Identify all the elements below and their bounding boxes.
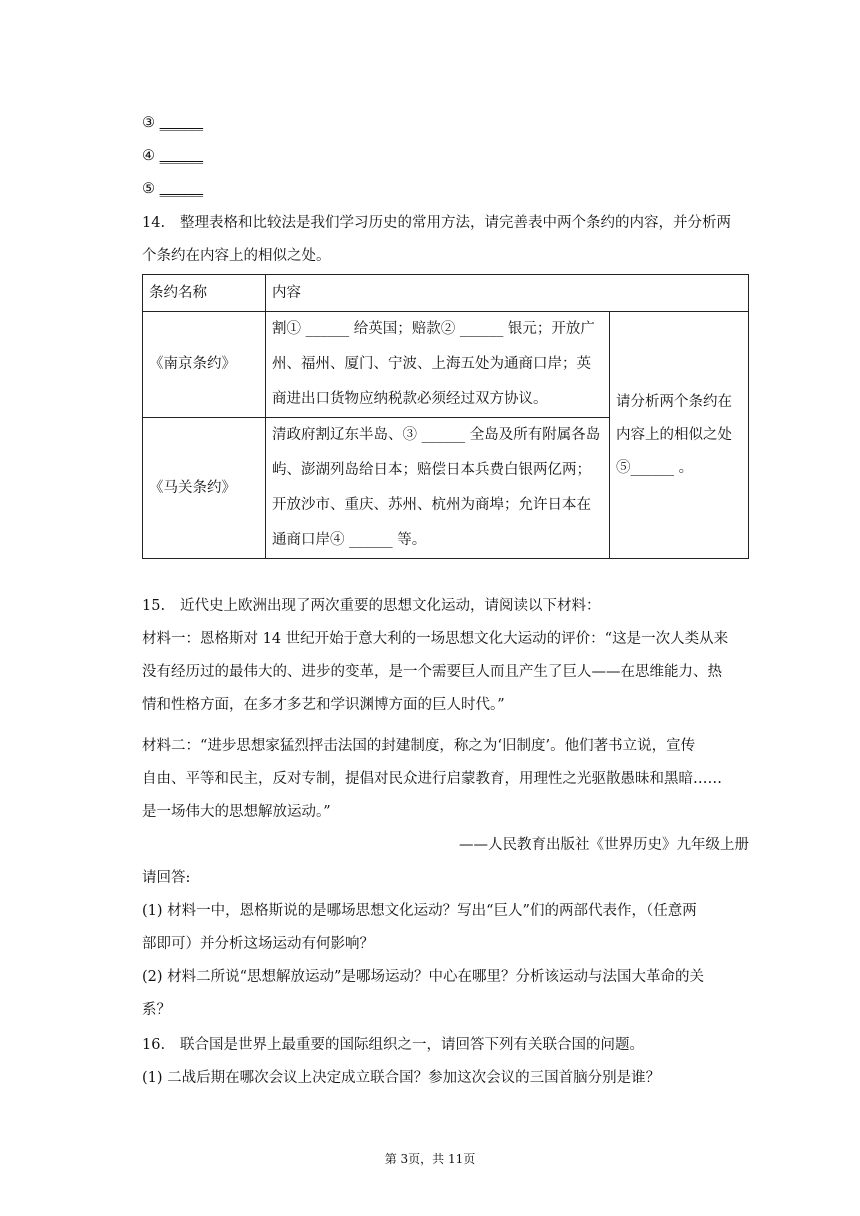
material-1-line2: 没有经历过的最伟大的、进步的变革，是一个需要巨人而且产生了巨人——在思维能力、热 [142,664,722,680]
marker: ③ [142,115,155,131]
answer-line-4 [142,145,203,167]
material-2-line1: 材料二：“进步思想家猛烈抨击法国的封建制度，称之为‘旧制度’。他们著书立说，宣传 [142,738,696,754]
question-text: 联合国是世界上最重要的国际组织之一，请回答下列有关联合国的问题。 [180,1037,644,1053]
question-number: 15. [142,598,166,614]
subquestion-2-line2: 系？ [142,1002,171,1018]
analysis-cell: 请分析两个条约在内容上的相似之处⑤______ 。 [610,312,749,559]
answer-line-3 [142,112,203,134]
material-2-line3: 是一场伟大的思想解放运动。” [142,804,331,820]
material-1-line1: 材料一：恩格斯对 14 世纪开始于意大利的一场思想文化大运动的评价：“这是一次人类从来 [142,631,729,647]
material-1-line3: 情和性格方面，在多才多艺和学识渊博方面的巨人时代。” [142,697,505,713]
question-15-line1 [142,595,601,617]
answer-blank[interactable]: ______ [159,148,204,164]
question-16-line1 [142,1034,644,1056]
question-14-line1 [142,212,731,234]
page-footer: 第 3页，共 11页 [384,1152,476,1166]
marker: ④ [142,148,155,164]
answer-blank[interactable]: ______ [159,181,204,197]
answer-blank[interactable]: ______ [159,115,204,131]
answer-prompt: 请回答: [142,870,191,886]
treaty-name-nanjing: 《南京条约》 [143,312,266,418]
question-text: 整理表格和比较法是我们学习历史的常用方法，请完善表中两个条约的内容，并分析两 [180,215,731,231]
header-treaty-name: 条约名称 [143,275,266,312]
question-text: 近代史上欧洲出现了两次重要的思想文化运动，请阅读以下材料： [180,598,601,614]
question-14-line2: 个条约在内容上的相似之处。 [142,248,331,264]
question-number: 14. [142,215,166,231]
treaty-table [142,274,749,559]
subquestion-2-line1: (2) 材料二所说“思想解放运动”是哪场运动？中心在哪里？分析该运动与法国大革命的关 [142,969,704,985]
treaty-name-maguan: 《马关条约》 [143,418,266,559]
question-16-sub1: (1) 二战后期在哪次会议上决定成立联合国？参加这次会议的三国首脑分别是谁？ [142,1070,661,1086]
material-2-line2: 自由、平等和民主，反对专制，提倡对民众进行启蒙教育，用理性之光驱散愚昧和黑暗…… [142,771,722,787]
answer-line-5 [142,178,203,200]
header-content: 内容 [266,275,749,312]
marker: ⑤ [142,181,155,197]
subquestion-1-line2: 部即可）并分析这场运动有何影响？ [142,936,374,952]
question-number: 16. [142,1037,166,1053]
material-source: ——人民教育出版社《世界历史》九年级上册 [459,837,749,853]
treaty-content-nanjing: 割① ______ 给英国；赔款② ______ 银元；开放广州、福州、厦门、宁波、上海五处为通商口岸；英商进出口货物应纳税款必须经过双方协议。 [266,312,610,418]
treaty-content-maguan: 清政府割辽东半岛、③ ______ 全岛及所有附属各岛屿、澎湖列岛给日本；赔偿日本兵费白银两亿两；开放沙市、重庆、苏州、杭州为商埠；允许日本在通商口岸④ ______ 等。 [266,418,610,559]
subquestion-1-line1: (1) 材料一中，恩格斯说的是哪场思想文化运动？写出“巨人”们的两部代表作，（任意两 [142,903,697,919]
